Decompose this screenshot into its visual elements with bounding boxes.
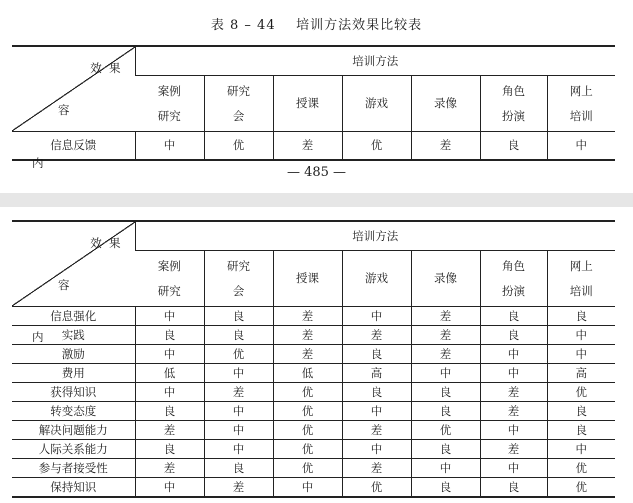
- page-gap: [0, 193, 633, 207]
- table-row: [12, 326, 615, 345]
- header-method-online: 网上 培训: [547, 251, 615, 307]
- header-corner-content: 容: [58, 277, 70, 292]
- table-cell: 中: [342, 307, 411, 326]
- table-cell: 良: [204, 307, 273, 326]
- table-cell: 良: [342, 383, 411, 402]
- table-row: [12, 421, 615, 440]
- table-row: [12, 345, 615, 364]
- table-cell: 差: [273, 326, 342, 345]
- table-cell: 差: [480, 440, 547, 459]
- table-cell: 良: [204, 459, 273, 478]
- header-method-game: 游戏: [342, 251, 411, 307]
- table-cell: 良: [480, 307, 547, 326]
- table-cell: 中: [480, 364, 547, 383]
- table-cell: 差: [135, 459, 204, 478]
- diagonal-header-cell: [12, 221, 135, 307]
- diagonal-header-cell: [12, 46, 135, 132]
- header-group-label: 培训方法: [135, 46, 615, 76]
- table-cell: 中: [547, 132, 615, 161]
- comparison-table-top: [12, 45, 615, 161]
- table-caption: 表 8 – 44 培训方法效果比较表: [210, 18, 423, 33]
- header-overflow-char-bottom: 内: [32, 330, 44, 344]
- table-row: [12, 440, 615, 459]
- table-row: [12, 459, 615, 478]
- table-cell: 良: [480, 478, 547, 498]
- table-cell: 差: [204, 478, 273, 498]
- table-cell: 差: [411, 326, 480, 345]
- table-cell: 优: [342, 132, 411, 161]
- row-label: 获得知识: [12, 383, 135, 402]
- table-cell: 中: [411, 364, 480, 383]
- table-cell: 中: [411, 459, 480, 478]
- table-cell: 中: [547, 326, 615, 345]
- table-cell: 良: [547, 421, 615, 440]
- table-cell: 良: [135, 440, 204, 459]
- table-cell: 中: [342, 402, 411, 421]
- table-cell: 优: [273, 402, 342, 421]
- table-cell: 低: [273, 364, 342, 383]
- table-cell: 中: [204, 364, 273, 383]
- table-cell: 高: [342, 364, 411, 383]
- header-method-role-play: 角色 扮演: [480, 76, 547, 132]
- table-row: [12, 307, 615, 326]
- table-cell: 高: [547, 364, 615, 383]
- table-cell: 差: [273, 132, 342, 161]
- row-label: 参与者接受性: [12, 459, 135, 478]
- comparison-table-bottom: [12, 220, 615, 498]
- header-method-video: 录像: [411, 251, 480, 307]
- header-method-video: 录像: [411, 76, 480, 132]
- table-cell: 中: [204, 421, 273, 440]
- table-cell: 优: [273, 421, 342, 440]
- header-method-seminar: 研究 会: [204, 76, 273, 132]
- table-cell: 优: [411, 421, 480, 440]
- table-cell: 优: [273, 459, 342, 478]
- table-cell: 良: [411, 440, 480, 459]
- table-cell: 差: [273, 345, 342, 364]
- header-method-game: 游戏: [342, 76, 411, 132]
- table-cell: 良: [135, 326, 204, 345]
- table-cell: 低: [135, 364, 204, 383]
- table-row: [12, 402, 615, 421]
- row-label: 信息反馈: [12, 132, 135, 161]
- table-cell: 优: [547, 478, 615, 498]
- table-cell: 差: [342, 326, 411, 345]
- header-method-lecture: 授课: [273, 251, 342, 307]
- table-cell: 良: [135, 402, 204, 421]
- row-label: 激励: [12, 345, 135, 364]
- table-cell: 良: [411, 383, 480, 402]
- table-cell: 中: [547, 345, 615, 364]
- table-cell: 差: [480, 402, 547, 421]
- table-cell: 中: [135, 132, 204, 161]
- table-cell: 中: [135, 307, 204, 326]
- table-cell: 中: [480, 421, 547, 440]
- table-row: [12, 132, 615, 161]
- table-cell: 差: [204, 383, 273, 402]
- table-cell: 差: [135, 421, 204, 440]
- table-cell: 优: [204, 132, 273, 161]
- table-row: [12, 383, 615, 402]
- row-label: 费用: [12, 364, 135, 383]
- table-row: [12, 478, 615, 498]
- table-cell: 差: [480, 383, 547, 402]
- table-cell: 中: [135, 383, 204, 402]
- table-cell: 良: [411, 402, 480, 421]
- row-label: 人际关系能力: [12, 440, 135, 459]
- table-cell: 中: [480, 345, 547, 364]
- table-cell: 差: [342, 421, 411, 440]
- table-cell: 中: [135, 345, 204, 364]
- table-cell: 优: [342, 478, 411, 498]
- table-cell: 良: [480, 326, 547, 345]
- table-row: [12, 364, 615, 383]
- table-cell: 中: [204, 402, 273, 421]
- table-cell: 差: [411, 132, 480, 161]
- header-method-role-play: 角色 扮演: [480, 251, 547, 307]
- header-method-case-study: 案例 研究: [135, 251, 204, 307]
- table-cell: 中: [480, 459, 547, 478]
- row-label: 转变态度: [12, 402, 135, 421]
- header-method-seminar: 研究 会: [204, 251, 273, 307]
- row-label: 实践: [12, 326, 135, 345]
- table-cell: 中: [135, 478, 204, 498]
- table-cell: 良: [547, 402, 615, 421]
- table-cell: 优: [273, 440, 342, 459]
- table-cell: 优: [204, 345, 273, 364]
- row-label: 信息强化: [12, 307, 135, 326]
- table-cell: 良: [204, 326, 273, 345]
- table-cell: 中: [342, 440, 411, 459]
- row-label: 解决问题能力: [12, 421, 135, 440]
- header-overflow-char-top: 内: [32, 156, 44, 170]
- row-label: 保持知识: [12, 478, 135, 498]
- header-method-lecture: 授课: [273, 76, 342, 132]
- header-corner-effect: 效 果: [90, 61, 121, 75]
- table-cell: 中: [204, 440, 273, 459]
- table-cell: 中: [273, 478, 342, 498]
- header-method-case-study: 案例 研究: [135, 76, 204, 132]
- table-cell: 中: [547, 440, 615, 459]
- table-cell: 良: [342, 345, 411, 364]
- header-corner-content: 容: [58, 102, 70, 117]
- table-cell: 差: [411, 307, 480, 326]
- table-cell: 良: [480, 132, 547, 161]
- table-cell: 优: [547, 459, 615, 478]
- table-cell: 差: [273, 307, 342, 326]
- table-cell: 优: [273, 383, 342, 402]
- header-group-label: 培训方法: [135, 221, 615, 251]
- page-number: — 485 —: [286, 165, 347, 180]
- header-method-online: 网上 培训: [547, 76, 615, 132]
- table-cell: 差: [411, 345, 480, 364]
- table-cell: 优: [547, 383, 615, 402]
- table-cell: 良: [547, 307, 615, 326]
- table-cell: 差: [342, 459, 411, 478]
- header-corner-effect: 效 果: [90, 236, 121, 250]
- table-cell: 良: [411, 478, 480, 498]
